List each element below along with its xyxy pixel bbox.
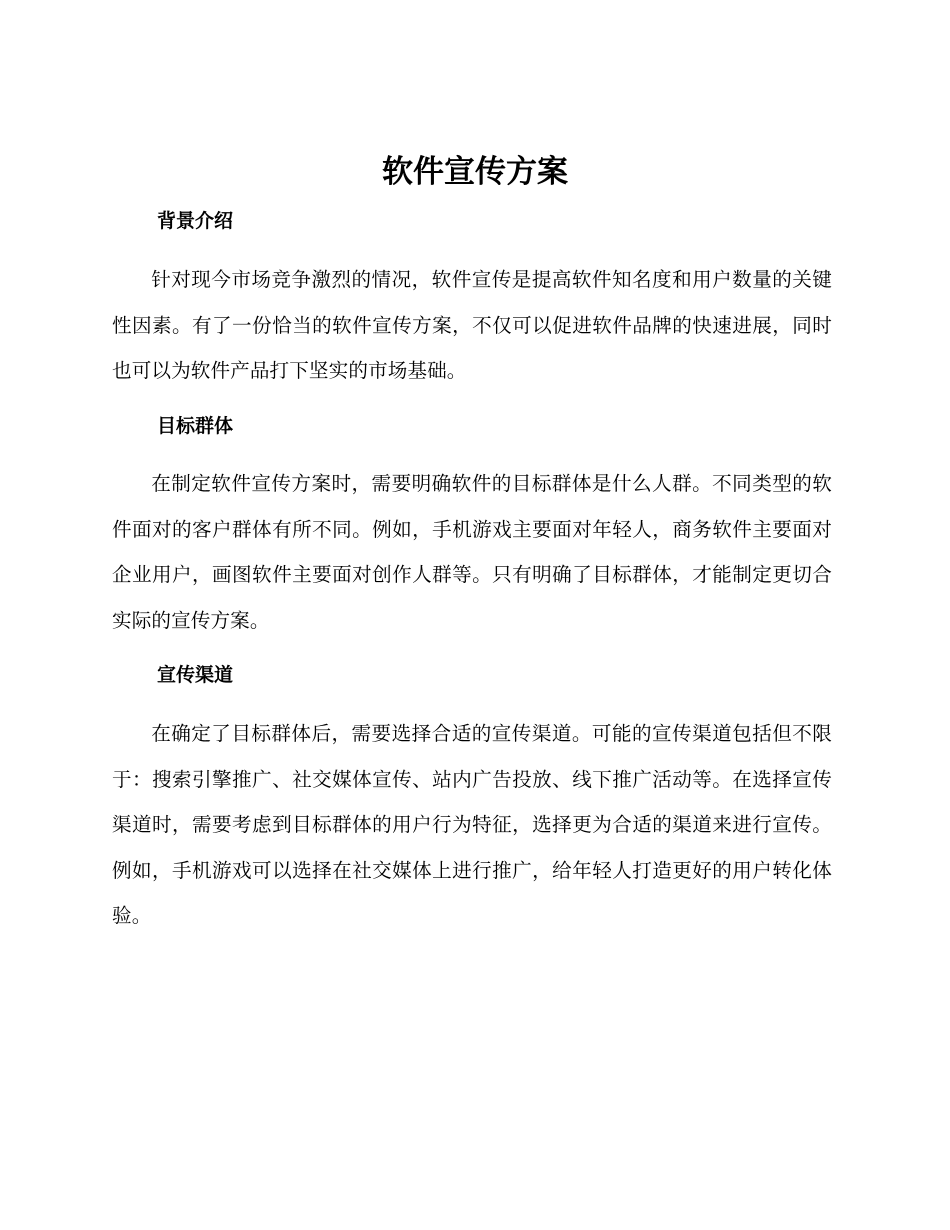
section-heading-target-group: 目标群体 bbox=[157, 415, 234, 437]
section-heading-background: 背景介绍 bbox=[157, 210, 234, 232]
section-body-channels: 在确定了目标群体后，需要选择合适的宣传渠道。可能的宣传渠道包括但不限于：搜索引擎推广、社交媒体宣传、站内广告投放、线下推广活动等。在选择宣传渠道时，需要考虑到目标群体的用户行为特征，选择更为合适的渠道来进行宣传。例如，手机游戏可以选择在社交媒体上进行推广，给年轻人打造更好的用户转化体验。 bbox=[112, 722, 832, 927]
section-body-target-group: 在制定软件宣传方案时，需要明确软件的目标群体是什么人群。不同类型的软件面对的客户群体有所不同。例如，手机游戏主要面对年轻人，商务软件主要面对企业用户，画图软件主要面对创作人群等。只有明确了目标群体，才能制定更切合实际的宣传方案。 bbox=[112, 472, 832, 632]
section-heading-channels: 宣传渠道 bbox=[157, 664, 234, 686]
section-body-background: 针对现今市场竞争激烈的情况，软件宣传是提高软件知名度和用户数量的关键性因素。有了一份恰当的软件宣传方案，不仅可以促进软件品牌的快速进展，同时也可以为软件产品打下坚实的市场基础。 bbox=[112, 268, 832, 382]
page-title: 软件宣传方案 bbox=[382, 154, 568, 190]
